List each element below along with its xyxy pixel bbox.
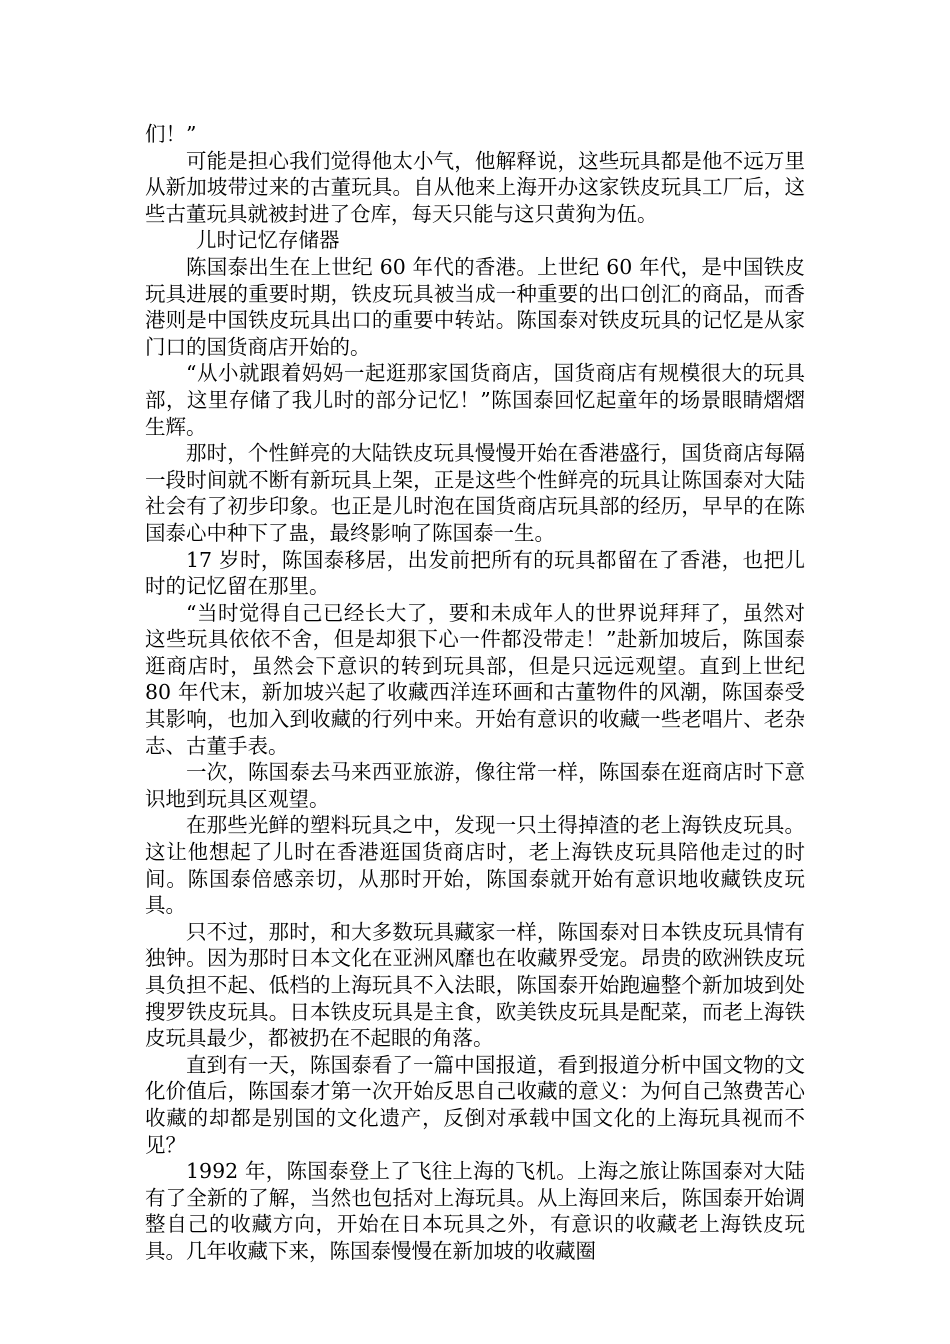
section-heading: 儿时记忆存储器 [196, 228, 340, 253]
paragraph: 17 岁时，陈国泰移居，出发前把所有的玩具都留在了香港，也把儿时的记忆留在那里。 [145, 547, 805, 599]
paragraph: 在那些光鲜的塑料玩具之中，发现一只土得掉渣的老上海铁皮玩具。这让他想起了儿时在香港逛国货商店时，老上海铁皮玩具陪他走过的时间。陈国泰倍感亲切，从那时开始，陈国泰就开始有意识地收藏铁皮玩具。 [145, 813, 805, 918]
paragraph: 1992 年，陈国泰登上了飞往上海的飞机。上海之旅让陈国泰对大陆有了全新的了解，当然也包括对上海玩具。从上海回来后，陈国泰开始调整自己的收藏方向，开始在日本玩具之外，有意识的收藏老上海铁皮玩具。几年收藏下来，陈国泰慢慢在新加坡的收藏圈 [145, 1159, 805, 1263]
paragraph: 直到有一天，陈国泰看了一篇中国报道，看到报道分析中国文物的文化价值后，陈国泰才第一次开始反思自己收藏的意义：为何自己煞费苦心收藏的却都是别国的文化遗产，反倒对承载中国文化的上海玩具视而不见？ [145, 1052, 805, 1157]
article-body [145, 121, 805, 1265]
paragraph: 那时，个性鲜亮的大陆铁皮玩具慢慢开始在香港盛行，国货商店每隔一段时间就不断有新玩具上架，正是这些个性鲜亮的玩具让陈国泰对大陆社会有了初步印象。也正是儿时泡在国货商店玩具部的经历，早早的在陈国泰心中种下了蛊，最终影响了陈国泰一生。 [145, 441, 805, 545]
paragraph-continuation: 们！” [145, 122, 197, 146]
paragraph: 一次，陈国泰去马来西亚旅游，像往常一样，陈国泰在逛商店时下意识地到玩具区观望。 [145, 760, 805, 811]
paragraph: 陈国泰出生在上世纪 60 年代的香港。上世纪 60 年代，是中国铁皮玩具进展的重要时期，铁皮玩具被当成一种重要的出口创汇的商品，而香港则是中国铁皮玩具出口的重要中转站。陈国泰对铁皮玩具的记忆是从家门口的国货商店开始的。 [145, 254, 805, 359]
paragraph: “从小就跟着妈妈一起逛那家国货商店，国货商店有规模很大的玩具部，这里存储了我儿时的部分记忆！”陈国泰回忆起童年的场景眼睛熠熠生辉。 [145, 361, 805, 439]
paragraph: “当时觉得自己已经长大了，要和未成年人的世界说拜拜了，虽然对这些玩具依依不舍，但是却狠下心一件都没带走！”赴新加坡后，陈国泰逛商店时，虽然会下意识的转到玩具部，但是只远远观望。直到上世纪 80 年代末，新加坡兴起了收藏西洋连环画和古董物件的风潮，陈国泰受其影响，也加入到收藏的行列中来。开始有意识的收藏一些老唱片、老杂志、古董手表。 [145, 600, 805, 758]
paragraph: 可能是担心我们觉得他太小气，他解释说，这些玩具都是他不远万里从新加坡带过来的古董玩具。自从他来上海开办这家铁皮玩具工厂后，这些古董玩具就被封进了仓库，每天只能与这只黄狗为伍。 [145, 148, 805, 226]
paragraph: 只不过，那时，和大多数玩具藏家一样，陈国泰对日本铁皮玩具情有独钟。因为那时日本文化在亚洲风靡也在收藏界受宠。昂贵的欧洲铁皮玩具负担不起、低档的上海玩具不入法眼，陈国泰开始跑遍整个新加坡到处搜罗铁皮玩具。日本铁皮玩具是主食，欧美铁皮玩具是配菜，而老上海铁皮玩具最少，都被扔在不起眼的角落。 [145, 919, 805, 1051]
